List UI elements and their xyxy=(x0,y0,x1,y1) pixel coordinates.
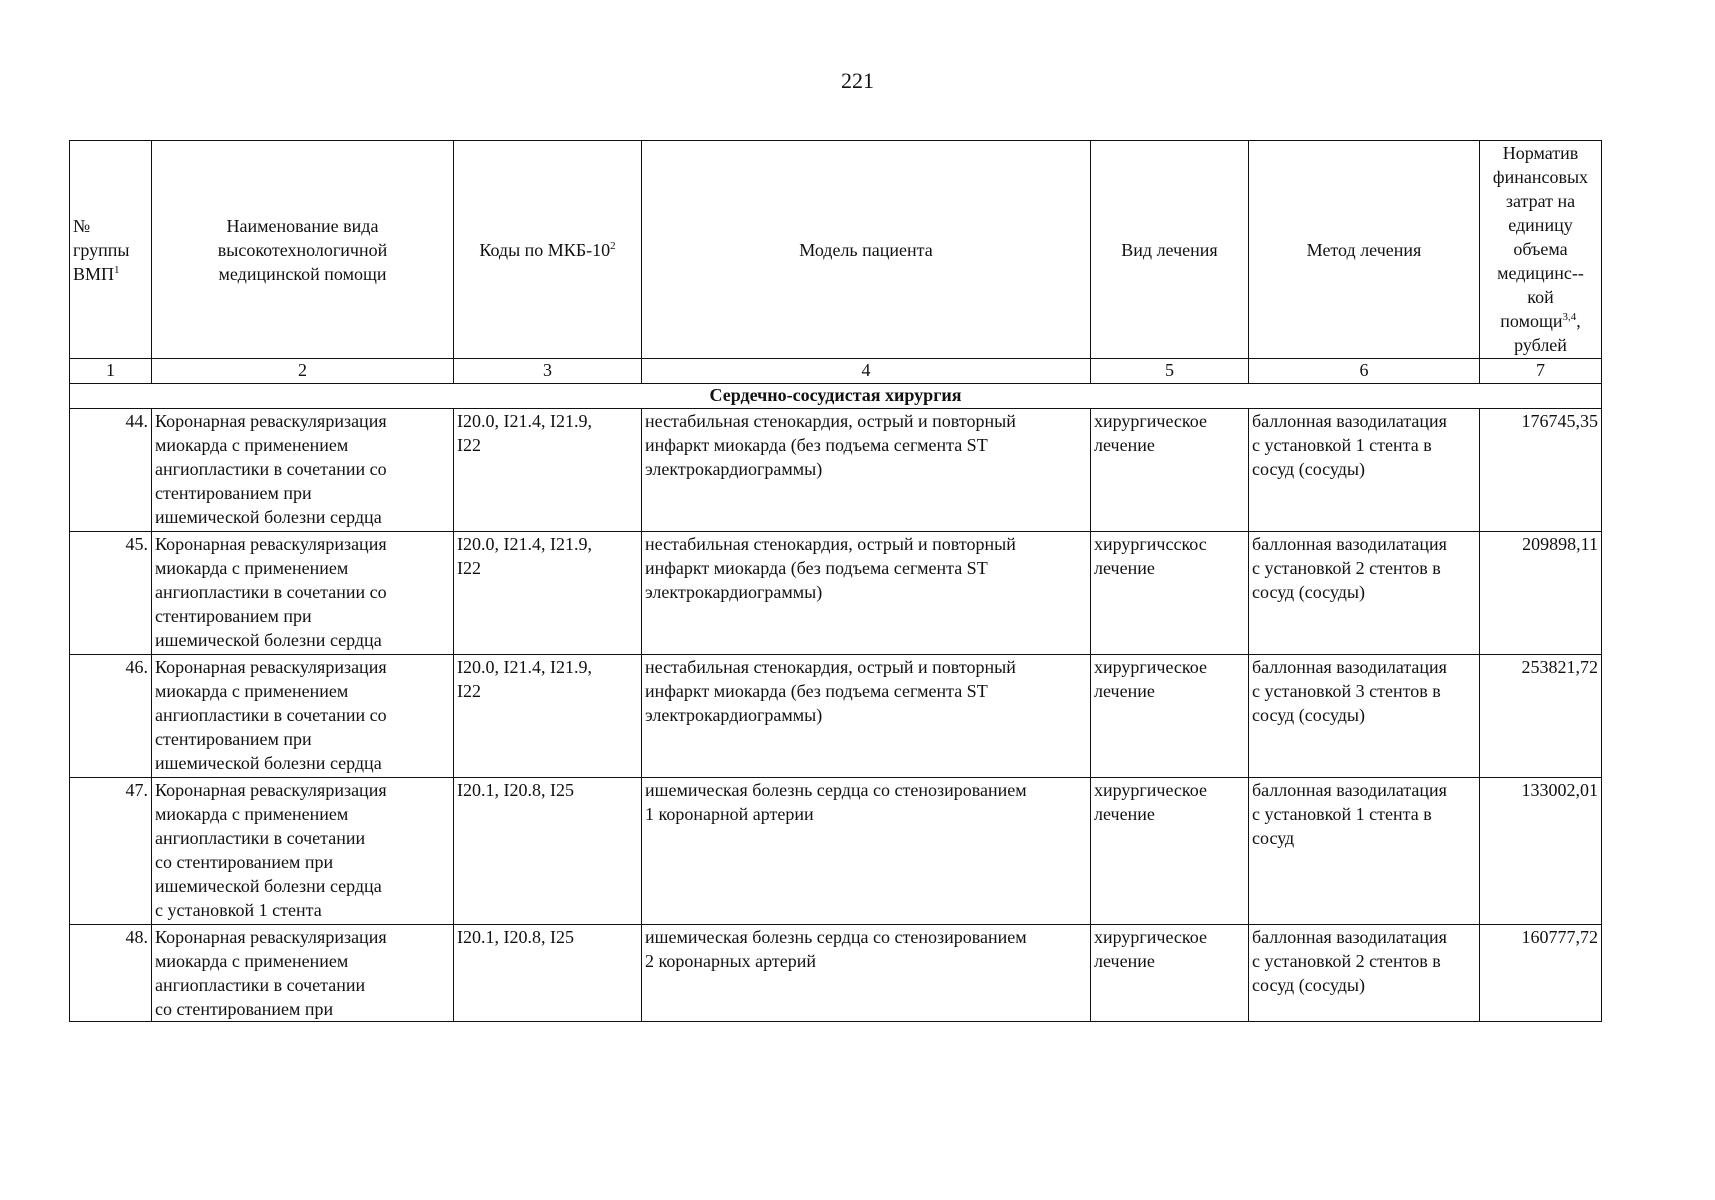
header-group-number: № группы ВМП$^1$ xyxy=(70,141,152,359)
treatment-method: баллонная вазодилатация с установкой 2 стентов в сосуд (сосуды) xyxy=(1249,532,1480,655)
header-row xyxy=(70,141,1602,359)
column-number: 7 xyxy=(1480,359,1602,384)
header-patient-model: Модель пациента xyxy=(642,141,1091,359)
section-heading: Сердечно-сосудистая хирургия xyxy=(70,384,1602,409)
treatment-method: баллонная вазодилатация с установкой 1 стента в сосуд xyxy=(1249,778,1480,925)
treatment-method: баллонная вазодилатация с установкой 3 стентов в сосуд (сосуды) xyxy=(1249,655,1480,778)
treatment-type: хирургичсскос лечение xyxy=(1091,532,1249,655)
page-number: 221 xyxy=(841,68,874,93)
cost-value: 209898,11 xyxy=(1480,532,1602,655)
group-number: 45. xyxy=(70,532,152,655)
treatment-type: хирургическое лечение xyxy=(1091,925,1249,1022)
icd-codes: I20.0, I21.4, I21.9, I22 xyxy=(454,409,642,532)
header-cost-standard: Норматив финансовых затрат на единицу объема медицинс-- кой помощи$^{3,4}$, рублей xyxy=(1480,141,1602,359)
care-type-name: Коронарная реваскуляризация миокарда с применением ангиопластики в сочетании со стентированием при ишемической болезни сердца xyxy=(152,532,454,655)
column-number: 3 xyxy=(454,359,642,384)
icd-codes: I20.0, I21.4, I21.9, I22 xyxy=(454,532,642,655)
patient-model: нестабильная стенокардия, острый и повторный инфаркт миокарда (без подъема сегмента ST электрокардиограммы) xyxy=(642,532,1091,655)
patient-model: ишемическая болезнь сердца со стенозированием 2 коронарных артерий xyxy=(642,925,1091,1022)
patient-model: ишемическая болезнь сердца со стенозированием 1 коронарной артерии xyxy=(642,778,1091,925)
cost-value: 176745,35 xyxy=(1480,409,1602,532)
patient-model: нестабильная стенокардия, острый и повторный инфаркт миокарда (без подъема сегмента ST электрокардиограммы) xyxy=(642,655,1091,778)
icd-codes: I20.1, I20.8, I25 xyxy=(454,778,642,925)
icd-codes: I20.1, I20.8, I25 xyxy=(454,925,642,1022)
treatment-type: хирургическое лечение xyxy=(1091,655,1249,778)
cost-value: 253821,72 xyxy=(1480,655,1602,778)
group-number: 47. xyxy=(70,778,152,925)
patient-model: нестабильная стенокардия, острый и повторный инфаркт миокарда (без подъема сегмента ST электрокардиограммы) xyxy=(642,409,1091,532)
column-number: 6 xyxy=(1249,359,1480,384)
column-number: 4 xyxy=(642,359,1091,384)
care-type-name: Коронарная реваскуляризация миокарда с применением ангиопластики в сочетании со стентированием при ишемической болезни сердца xyxy=(152,655,454,778)
treatment-type: хирургическое лечение xyxy=(1091,409,1249,532)
icd-codes: I20.0, I21.4, I21.9, I22 xyxy=(454,655,642,778)
vmp-table xyxy=(69,140,1602,1022)
column-number: 5 xyxy=(1091,359,1249,384)
table-row xyxy=(70,925,1602,1022)
treatment-type: хирургическое лечение xyxy=(1091,778,1249,925)
header-icd-codes: Коды по МКБ-$10^2$ xyxy=(454,141,642,359)
header-treatment-method: Метод лечения xyxy=(1249,141,1480,359)
cost-value: 160777,72 xyxy=(1480,925,1602,1022)
group-number: 44. xyxy=(70,409,152,532)
table-row xyxy=(70,409,1602,532)
cost-value: 133002,01 xyxy=(1480,778,1602,925)
table-row xyxy=(70,532,1602,655)
header-care-type-name: Наименование вида высокотехнологичной медицинской помощи xyxy=(152,141,454,359)
section-heading-row xyxy=(70,384,1602,409)
column-number-row xyxy=(70,359,1602,384)
table-row xyxy=(70,655,1602,778)
group-number: 48. xyxy=(70,925,152,1022)
column-number: 2 xyxy=(152,359,454,384)
treatment-method: баллонная вазодилатация с установкой 2 стентов в сосуд (сосуды) xyxy=(1249,925,1480,1022)
treatment-method: баллонная вазодилатация с установкой 1 стента в сосуд (сосуды) xyxy=(1249,409,1480,532)
care-type-name: Коронарная реваскуляризация миокарда с применением ангиопластики в сочетании со стентированием при xyxy=(152,925,454,1022)
care-type-name: Коронарная реваскуляризация миокарда с применением ангиопластики в сочетании со стентированием при ишемической болезни сердца xyxy=(152,409,454,532)
header-treatment-type: Вид лечения xyxy=(1091,141,1249,359)
group-number: 46. xyxy=(70,655,152,778)
table-row xyxy=(70,778,1602,925)
column-number: 1 xyxy=(70,359,152,384)
care-type-name: Коронарная реваскуляризация миокарда с применением ангиопластики в сочетании со стентированием при ишемической болезни сердца с установкой 1 стента xyxy=(152,778,454,925)
